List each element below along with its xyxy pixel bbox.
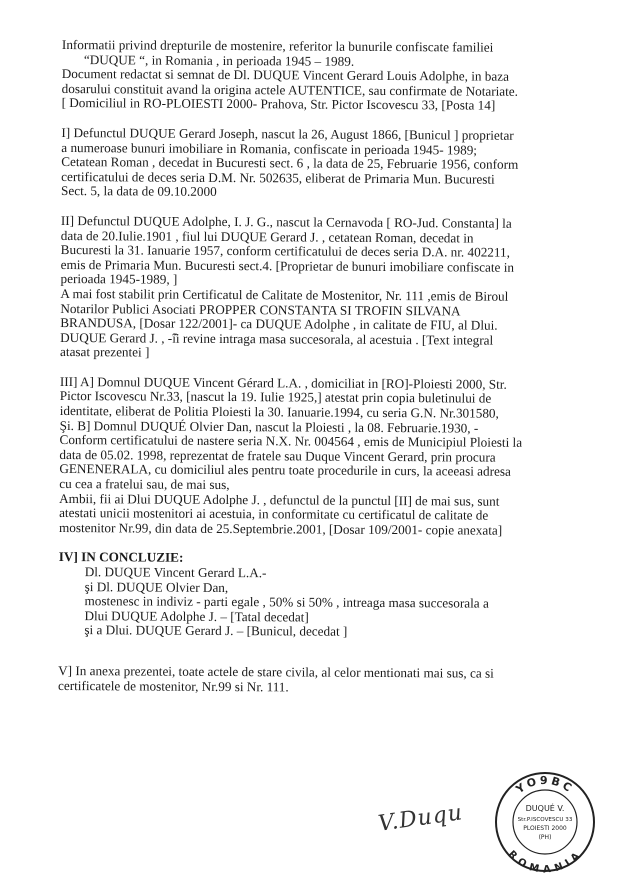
stamp-top-text: YO9BC — [513, 773, 577, 797]
header-line: Informatii privind drepturile de mostenire, referitor la bunurile confiscate familiei — [61, 37, 494, 55]
section-3-line: mostenitor Nr.99, din data de 25.Septembrie.2001, [Dosar 109/2001- copie anexata] — [58, 519, 503, 538]
stamp-center-line: Str.P.ISCOVESCU 33 — [517, 817, 573, 823]
section-2-line: emis de Primaria Mun. Bucuresti sect.4. [Proprietar de bunuri imobiliare confiscate in — [60, 256, 515, 275]
section-5-line: certificatele de mostenitor, Nr.99 si Nr. 111. — [58, 677, 289, 694]
section-3-line: identitate, eliberat de Politia Ploiesti la 30. Ianuarie.1994, cu seria G.N. Nr.301580, — [59, 403, 499, 421]
section-3-line: cu cea a fratelui sau, de mai sus, — [59, 476, 230, 493]
section-5-line: V] In anexa prezentei, toate actele de stare civila, al celor mentionati mai sus, ca si — [58, 662, 494, 681]
section-3-line: Şi. B] Domnul DUQUÉ Olvier Dan, nascut la Ploiesti , la 08. Februarie.1930, - — [59, 417, 479, 436]
stamp-center-line: (PH) — [538, 834, 552, 841]
section-1-line: certificatului de deces seria D.M. Nr. 502635, eliberat de Primaria Mun. Bucuresti — [61, 168, 495, 187]
section-3-line: GENENERALA, cu domiciliul ales pentru toate procedurile in curs, la aceeasi adresa — [59, 461, 511, 480]
section-1 — [61, 126, 621, 202]
section-1-line: Cetatean Roman , decedat in Bucuresti sect. 6 , la data de 25, Februarie 1956, conform — [61, 154, 519, 172]
header-line: Document redactat si semnat de Dl. DUQUE Vincent Gerard Louis Adolphe, in baza — [61, 66, 510, 84]
section-1-line: a numeroase bunuri imobiliare in Romania, confiscate in perioada 1945- 1989; — [61, 139, 478, 158]
section-2-line: BRANDUSA, [Dosar 122/2001]- ca DUQUE Adolphe , in calitate de FIU, al Dlui. — [60, 315, 498, 333]
section-2-line: perioada 1945-1989, ] — [60, 271, 178, 288]
section-4-line: Dlui DUQUE Adolphe J. – [Tatal decedat] — [84, 607, 309, 625]
section-4-line: şi a Dlui. DUQUE Gerard J. – [Bunicul, decedat ] — [84, 622, 348, 640]
handwritten-signature: V.Duqu — [376, 800, 465, 837]
section-2-line: A mai fost stabilit prin Certificatul de Calitate de Mostenitor, Nr. 111 ,emis de Biroul — [60, 285, 509, 304]
section-1-line: Sect. 5, la data de 09.10.2000 — [61, 183, 217, 200]
header-line: [ Domiciliul in RO-PLOIESTI 2000- Prahova, Str. Pictor Iscovescu 33, [Posta 14] — [61, 95, 496, 114]
section-2 — [60, 214, 621, 363]
round-stamp — [493, 770, 597, 874]
section-2-line: DUQUE Gerard J. , -î̂i revine intraga masa succesorala, al acestuia . [Text integral — [60, 329, 494, 348]
header-line: “DUQUE “, in Romania , in perioada 1945 – 1989. — [83, 51, 355, 69]
section-3-line: Ambii, fii ai Dlui DUQUE Adolphe J. , defunctul de la punctul [II] de mai sus, sunt — [59, 490, 500, 509]
header-line: dosarului constituit avand la origina actele AUTENTICE, sau confirmate de Notariate. — [61, 80, 519, 99]
section-3-line: Conform certificatului de nastere seria N.X. Nr. 004564 , emis de Municipiul Ploiesti la — [59, 432, 523, 451]
section-4-line: şi Dl. DUQUE Olvier Dan, — [84, 578, 229, 595]
header-block — [62, 38, 622, 114]
stamp-center-line: DUQUÉ V. — [525, 804, 565, 813]
section-3-line: atestati unicii mostenitori ai acestuia, in conformitate cu certificatul de calitate de — [59, 505, 489, 523]
section-2-line: Notarilor Publici Asociati PROPPER CONSTANTA SI TROFIN SILVANA — [60, 300, 461, 318]
section-2-line: data de 20.Iulie.1901 , fiul lui DUQUE Gerard J. , cetatean Roman, decedat in — [60, 227, 474, 246]
section-3-line: Pictor Iscovescu Nr.33, [nascut la 19. Iulie 1925,] atestat prin copia buletinului de — [59, 388, 492, 407]
section-2-line: atasat prezentei ] — [60, 344, 150, 360]
section-3 — [59, 375, 620, 539]
section-4-line: Dl. DUQUE Vincent Gerard L.A.- — [84, 564, 267, 581]
section-2-line: Bucuresti la 31. Ianuarie 1957, conform certificatului de deces seria D.A. nr. 402211, — [60, 242, 510, 260]
document-body — [58, 38, 622, 712]
stamp-center-line: PLOIESTI 2000 — [523, 825, 567, 832]
section-4 — [58, 550, 619, 641]
section-3-line: data de 05.02. 1998, reprezentat de fratele sau Duque Vincent Gerard, prin procura — [59, 446, 496, 465]
section-1-line: I] Defunctul DUQUE Gerard Joseph, nascut la 26, August 1866, [Bunicul ] proprietar — [61, 124, 514, 143]
section-3-line: III] A] Domnul DUQUE Vincent Gérard L.A. , domiciliat in [RO]-Ploiesti 2000, Str. — [59, 373, 507, 392]
conclusion-heading: IV] IN CONCLUZIE: — [58, 549, 184, 566]
section-4-line: mostenesc in indiviz - parti egale , 50% si 50% , intreaga masa succesorala a — [84, 593, 489, 611]
stamp-bottom-text: ROMANIA — [505, 848, 585, 874]
section-5 — [58, 664, 618, 697]
section-2-line: II] Defunctul DUQUE Adolphe, I. J. G., nascut la Cernavoda [ RO-Jud. Constanta] la — [60, 212, 512, 231]
